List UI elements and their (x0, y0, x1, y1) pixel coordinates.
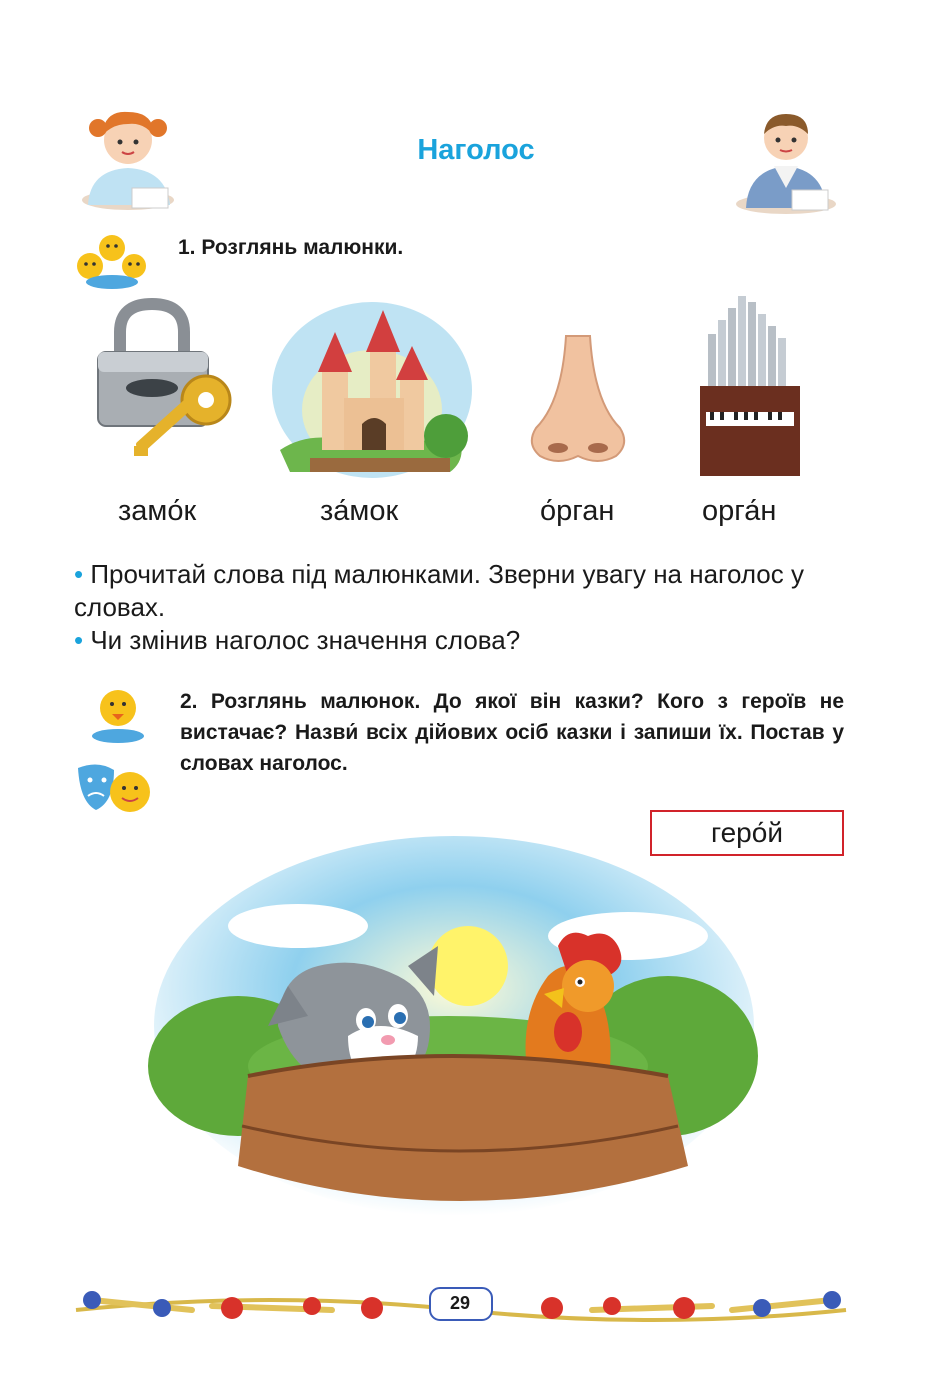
theatre-masks-icon (74, 758, 154, 820)
word-organ-instrument: орга́н (702, 495, 777, 527)
padlock-key-picture (94, 296, 240, 474)
bullet-text-2: Чи змінив наголос значення слова? (90, 625, 521, 655)
answer-box[interactable]: геро́й (650, 810, 844, 856)
smiley-group-icon (74, 232, 150, 292)
castle-picture (270, 300, 474, 478)
smiley-chick-icon (86, 682, 150, 746)
cat-rooster-fence-illustration (148, 836, 760, 1236)
word-zamok-castle: за́мок (320, 495, 399, 527)
pipe-organ-picture (696, 294, 804, 480)
bullet-item-1 (74, 558, 854, 624)
task2-text-part2: всіх дійових осіб казки і запиши їх. Постав у словах наголос. (180, 721, 844, 775)
bullet-dot: • (74, 559, 91, 589)
page-title: Наголос (417, 134, 535, 166)
bullet-text-1: Прочитай слова під малюнками. Зверни увагу на наголос у словах. (74, 559, 804, 622)
word-zamok-lock: замо́к (118, 495, 197, 527)
bullet-item-2 (74, 624, 854, 657)
nose-picture (522, 332, 634, 466)
task2-text-highlight: Назви́ (294, 721, 359, 744)
instruction-bullets (74, 558, 854, 657)
task2-instruction (180, 686, 844, 779)
word-organ-body: о́рган (540, 495, 615, 527)
bullet-dot: • (74, 625, 91, 655)
page-number: 29 (449, 1293, 471, 1313)
task1-instruction: 1. Розглянь малюнки. (178, 236, 404, 259)
task2-text-part1: 2. Розглянь малюнок. До якої він казки? Кого з героїв не вистачає? (180, 690, 844, 744)
